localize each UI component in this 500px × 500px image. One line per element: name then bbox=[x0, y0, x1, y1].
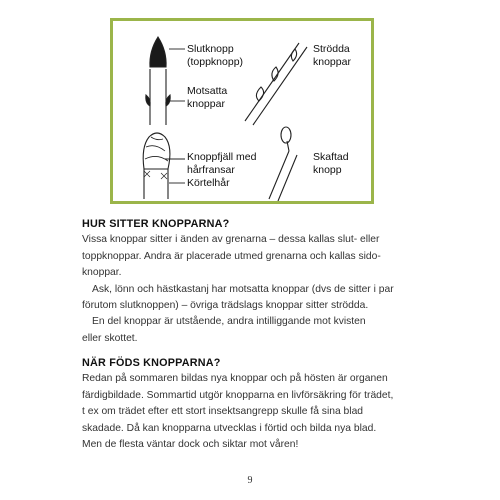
illustration-box bbox=[110, 18, 374, 204]
text-line: förutom slutknoppen) – övriga trädslags knoppar sitter strödda. bbox=[82, 300, 369, 312]
text-line: En del knoppar är utstående, andra intilliggande mot kvisten bbox=[92, 316, 366, 328]
text-line: Men de flesta väntar dock och siktar mot våren! bbox=[82, 439, 299, 451]
paragraph bbox=[82, 371, 430, 453]
hairy-bud bbox=[143, 133, 170, 169]
twig-stalked bbox=[269, 151, 297, 201]
text-line: Ask, lönn och hästkastanj har motsatta knoppar (dvs de sitter i par bbox=[92, 283, 394, 295]
text-line: t ex om trädet efter ett stort insektsangrepp skulle få sina blad bbox=[82, 406, 364, 418]
text-line: Vissa knoppar sitter i änden av grenarna – dessa kallas slut- eller bbox=[82, 234, 380, 246]
label-knoppfjall: Knoppfjäll med bbox=[187, 151, 257, 163]
scattered-bud-3 bbox=[291, 49, 296, 61]
label-motsatta: Motsatta bbox=[187, 85, 228, 97]
text-line: skadade. Då kan knopparna utvecklas i förtid och bilda nya blad. bbox=[82, 422, 377, 434]
stalked-bud bbox=[281, 127, 291, 143]
text-line: Redan på sommaren bildas nya knoppar och på hösten är organen bbox=[82, 373, 388, 385]
label-strodda-knoppar: knoppar bbox=[313, 56, 351, 68]
twig-scattered bbox=[245, 43, 307, 125]
label-toppknopp: (toppknopp) bbox=[187, 56, 244, 68]
glandular-hairs bbox=[144, 171, 167, 179]
label-strodda: Strödda bbox=[313, 43, 350, 55]
section-heading: HUR SITTER KNOPPARNA? bbox=[82, 218, 230, 230]
terminal-bud bbox=[150, 37, 166, 67]
label-slutknopp: Slutknopp bbox=[187, 43, 234, 55]
text-line: knoppar. bbox=[82, 267, 122, 279]
text-line: toppknoppar. Andra är placerade utmed grenarna och kallas sido- bbox=[82, 250, 381, 262]
paragraph bbox=[82, 314, 430, 347]
page-number: 9 bbox=[247, 475, 253, 486]
label-knoppar: knoppar bbox=[187, 98, 225, 110]
label-harfransar: hårfransar bbox=[187, 164, 235, 176]
paragraph bbox=[82, 282, 430, 315]
section-heading: NÄR FÖDS KNOPPARNA? bbox=[82, 357, 221, 369]
section-how-buds-sit bbox=[82, 216, 430, 347]
text-line: eller skottet. bbox=[82, 332, 138, 344]
label-kortelhar: Körtelhår bbox=[187, 177, 230, 189]
paragraph bbox=[82, 232, 430, 281]
label-skaftad-knopp: knopp bbox=[313, 164, 342, 176]
text-line: färdigbildade. Sommartid utgör knopparna en livförsäkring för trädet, bbox=[82, 389, 394, 401]
section-when-buds-born bbox=[82, 355, 430, 453]
twig-terminal bbox=[150, 69, 166, 125]
label-skaftad: Skaftad bbox=[313, 151, 349, 163]
